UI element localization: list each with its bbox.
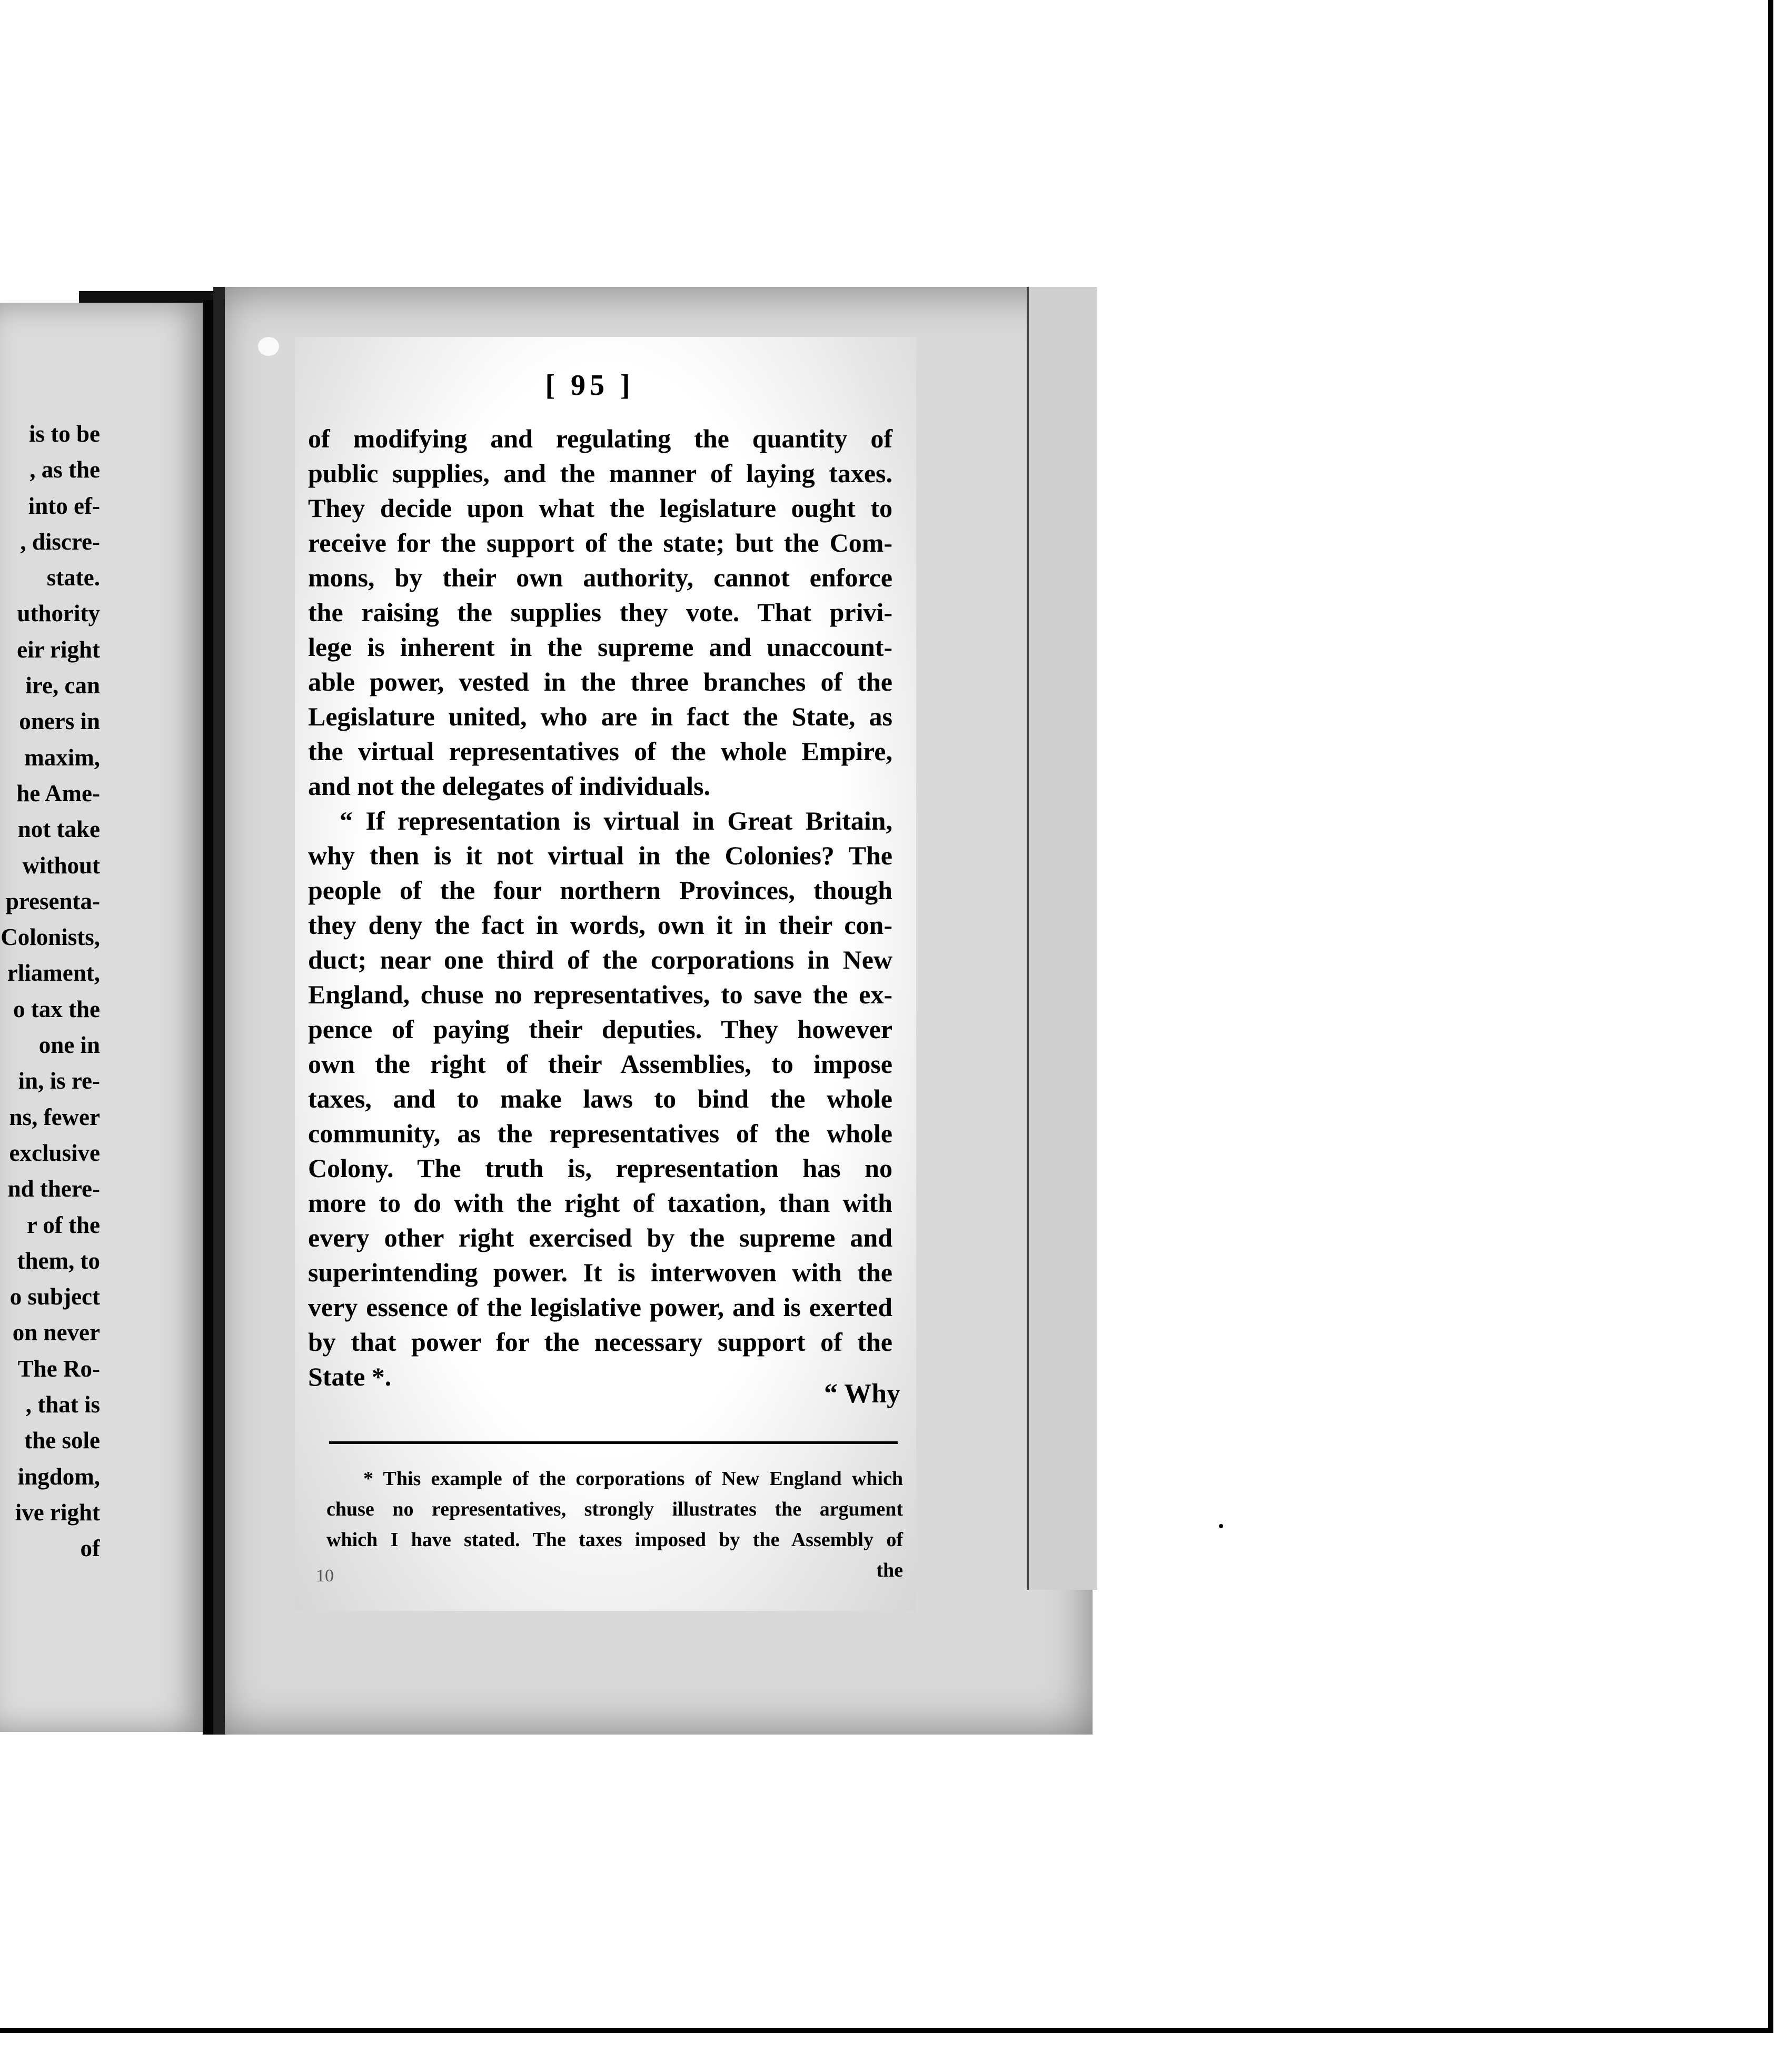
scanner-frame-bottom — [0, 2028, 1773, 2033]
footnote-line: which I have stated. The taxes imposed by the Assembly of — [326, 1529, 903, 1551]
facing-line: in, is re- — [18, 1068, 100, 1094]
facing-line: ire, can — [25, 672, 100, 699]
facing-line: , as the — [29, 456, 100, 483]
facing-line: r of the — [26, 1211, 100, 1238]
text-line: very essence of the legislative power, and is exerted — [308, 1292, 892, 1322]
page-number: [ 95 ] — [545, 369, 634, 402]
footnote-line: * This example of the corporations of New England which — [363, 1468, 903, 1490]
paper-blemish — [258, 337, 279, 356]
facing-line: without — [22, 852, 100, 879]
signature-mark: 10 — [316, 1566, 334, 1586]
text-line: Colony. The truth is, representation has no — [308, 1153, 892, 1183]
text-line: public supplies, and the manner of laying taxes. — [308, 459, 892, 488]
facing-line: , that is — [25, 1391, 100, 1418]
facing-line: he Ame- — [16, 780, 100, 806]
facing-line: exclusive — [9, 1139, 100, 1166]
facing-line: of — [80, 1535, 100, 1562]
text-line: taxes, and to make laws to bind the whole — [308, 1084, 892, 1113]
text-line: duct; near one third of the corporations in New — [308, 945, 892, 974]
body-text — [308, 421, 892, 1394]
text-line: community, as the representatives of the whole — [308, 1119, 892, 1148]
facing-line: is to be — [29, 421, 100, 447]
text-line: mons, by their own authority, cannot enforce — [308, 563, 892, 592]
facing-line: maxim, — [24, 744, 100, 771]
facing-line: uthority — [17, 600, 100, 627]
text-line: “ If representation is virtual in Great Britain, — [340, 806, 892, 835]
text-line: more to do with the right of taxation, than with — [308, 1188, 892, 1218]
stray-mark — [1219, 1524, 1223, 1528]
scanner-frame-right — [1768, 0, 1773, 2033]
text-line: every other right exercised by the supreme and — [308, 1223, 892, 1252]
page-inner-shadow — [213, 287, 225, 1735]
text-line: of modifying and regulating the quantity of — [308, 424, 892, 453]
text-line: by that power for the necessary support of the — [308, 1327, 892, 1357]
facing-line: one in — [38, 1032, 100, 1059]
facing-line: ive right — [15, 1499, 100, 1526]
facing-line: nd there- — [7, 1176, 100, 1202]
footnote — [326, 1463, 903, 1586]
page-fore-edge — [1027, 287, 1097, 1590]
text-line: lege is inherent in the supreme and unaccount- — [308, 632, 892, 662]
text-line: receive for the support of the state; but the Com- — [308, 528, 892, 557]
facing-line: oners in — [19, 708, 100, 735]
text-line: pence of paying their deputies. They however — [308, 1014, 892, 1044]
book-gutter — [203, 300, 213, 1735]
facing-line: ns, fewer — [9, 1103, 100, 1130]
facing-line: state. — [46, 564, 100, 591]
facing-line: into ef- — [28, 492, 100, 519]
text-line: people of the four northern Provinces, though — [308, 875, 892, 905]
facing-line: eir right — [17, 636, 100, 663]
catchword: “ Why — [824, 1379, 900, 1409]
facing-line: Colonists, — [1, 924, 100, 951]
facing-line: rliament, — [7, 960, 100, 987]
text-line: superintending power. It is interwoven with the — [308, 1258, 892, 1287]
text-line: the raising the supplies they vote. That privi- — [308, 597, 892, 627]
facing-line: presenta- — [5, 888, 100, 914]
text-line: and not the delegates of individuals. — [308, 771, 711, 801]
text-line: own the right of their Assemblies, to impose — [308, 1049, 892, 1079]
facing-line: them, to — [17, 1247, 100, 1274]
text-line: England, chuse no representatives, to save the ex- — [308, 980, 892, 1009]
footnote-rule — [329, 1441, 898, 1444]
facing-line: on never — [12, 1319, 100, 1346]
text-line: they deny the fact in words, own it in their con- — [308, 910, 892, 940]
facing-line: ingdom, — [17, 1463, 100, 1490]
facing-line: The Ro- — [17, 1355, 100, 1382]
text-line: State *. — [308, 1362, 392, 1391]
text-line: They decide upon what the legislature ought to — [308, 493, 892, 523]
text-line: why then is it not virtual in the Colonies? The — [308, 841, 892, 870]
text-line: the virtual representatives of the whole Empire, — [308, 736, 892, 766]
text-line: Legislature united, who are in fact the State, as — [308, 702, 892, 731]
footnote-line: the — [876, 1559, 903, 1581]
text-line: able power, vested in the three branches of the — [308, 667, 892, 696]
facing-line: the sole — [24, 1427, 100, 1454]
footnote-line: chuse no representatives, strongly illustrates the argument — [326, 1498, 903, 1520]
facing-line: not take — [17, 816, 100, 843]
facing-page-text — [0, 416, 100, 1567]
facing-line: o subject — [9, 1283, 100, 1310]
facing-line: , discre- — [20, 528, 100, 555]
facing-line: o tax the — [13, 995, 100, 1022]
